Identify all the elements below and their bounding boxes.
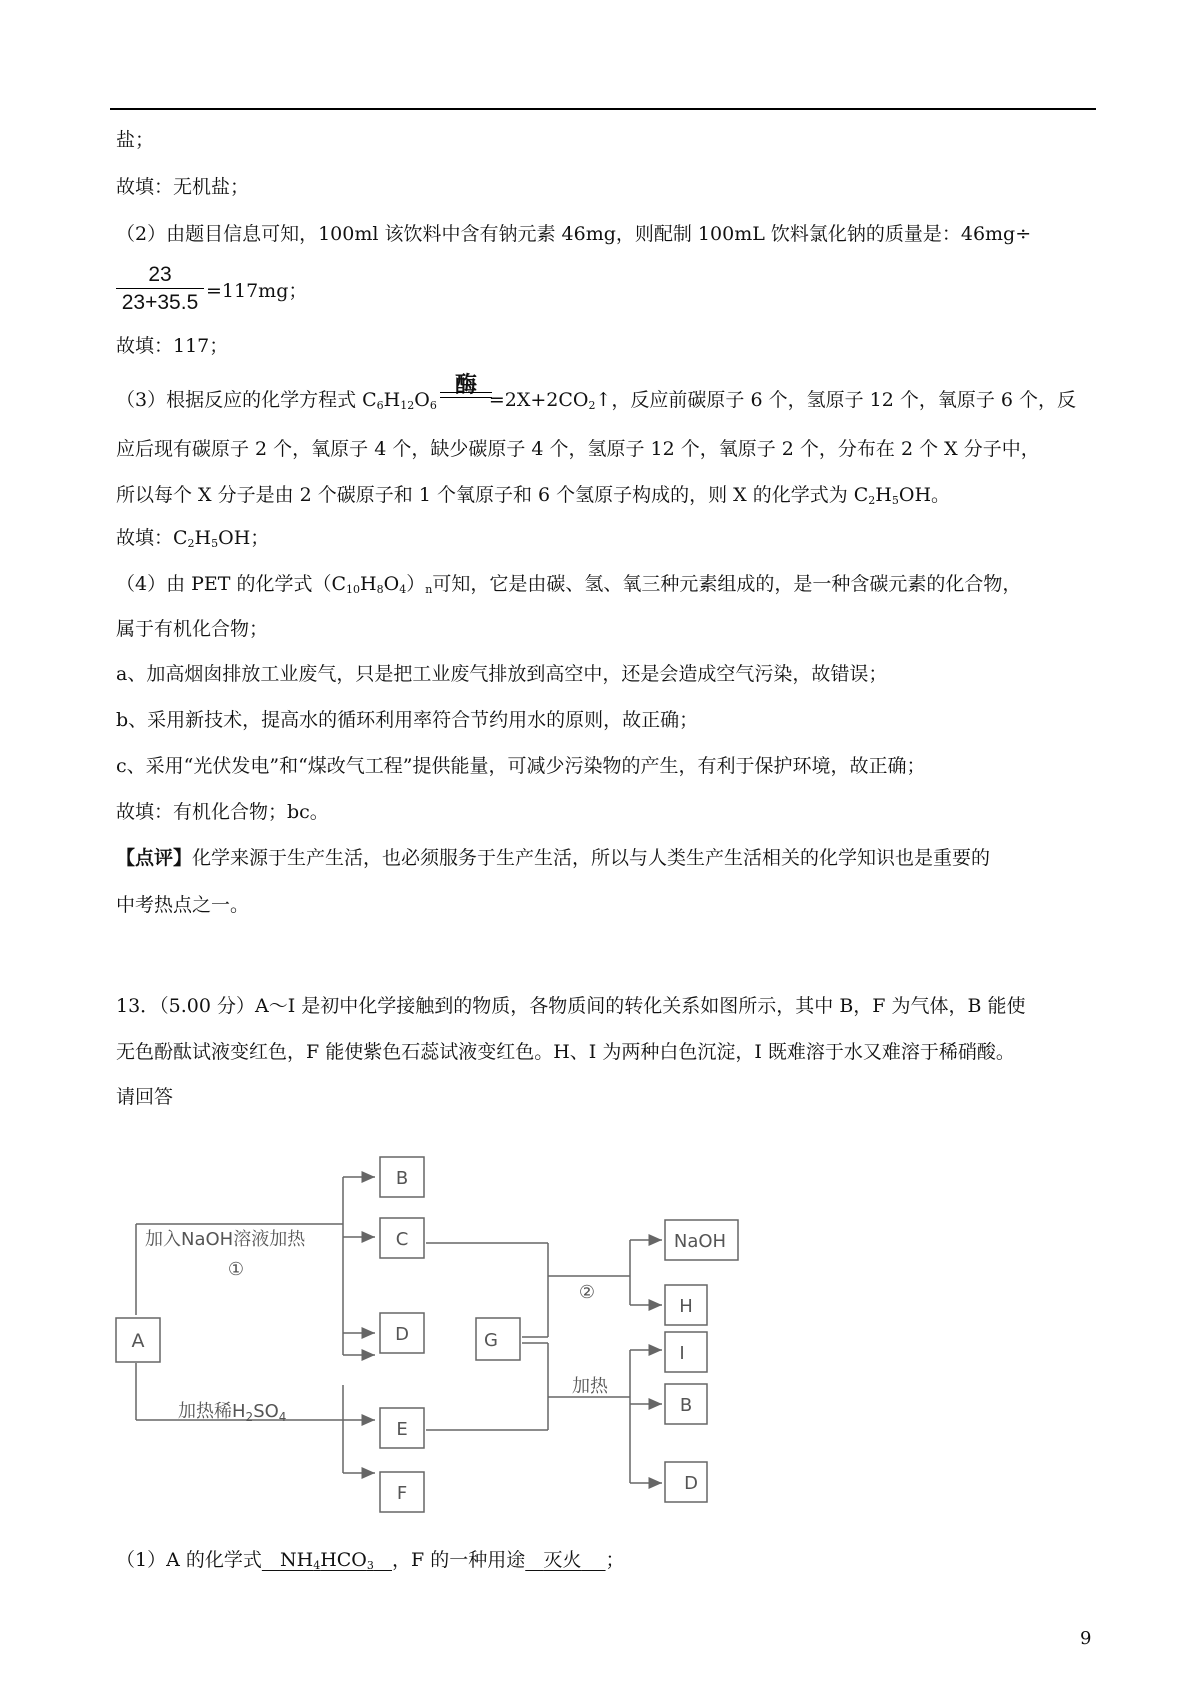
edge-label-2: ② bbox=[578, 1282, 596, 1303]
svg-text:NaOH: NaOH bbox=[673, 1231, 727, 1252]
svg-text:D: D bbox=[684, 1473, 698, 1494]
svg-text:B: B bbox=[679, 1395, 693, 1416]
text-line: 故填：无机盐； bbox=[116, 176, 250, 198]
svg-text:A: A bbox=[131, 1330, 145, 1352]
text-line: 请回答 bbox=[116, 1086, 174, 1108]
text-line: 属于有机化合物； bbox=[116, 618, 269, 640]
answer-line: （1）A 的化学式 $NH_4HCO_3$ ，F 的一种用途 灭火 ； bbox=[116, 1548, 625, 1578]
fraction-denominator: 23+35.5 bbox=[121, 291, 199, 314]
page-number: 9 bbox=[1080, 1628, 1092, 1649]
text-line: 故填：$C_2H_5OH$； bbox=[116, 527, 270, 550]
node-g bbox=[476, 1318, 520, 1360]
node-i bbox=[665, 1332, 707, 1372]
edge-label-heat: 加热 bbox=[572, 1376, 608, 1397]
text-line: a、加高烟囱排放工业废气，只是把工业废气排放到高空中，还是会造成空气污染，故错误； bbox=[116, 663, 888, 685]
svg-text:C: C bbox=[395, 1229, 409, 1250]
text-line: 故填：有机化合物；bc。 bbox=[116, 801, 329, 823]
edge-label-naoh: 加入NaOH溶液加热 bbox=[145, 1229, 306, 1250]
enzyme-condition: 酶 bbox=[455, 372, 478, 398]
text-line: 无色酚酞试液变红色，F 能使紫色石蕊试液变红色。H、I 为两种白色沉淀，I 既难溶于水又难溶于稀硝酸。 bbox=[116, 1041, 1015, 1063]
answer-blank-a: $NH_4HCO_3$ bbox=[279, 1549, 374, 1572]
question-13: 13．（5.00 分）A～I 是初中化学接触到的物质，各物质间的转化关系如图所示，其中 B，F 为气体，B 能使 bbox=[116, 995, 1026, 1017]
text-line: 中考热点之一。 bbox=[116, 894, 250, 916]
edge-label-h2so4: 加热稀$H_2SO_4$ bbox=[178, 1401, 287, 1424]
svg-text:I: I bbox=[679, 1343, 685, 1364]
fraction-numerator: 23 bbox=[116, 262, 204, 289]
svg-text:G: G bbox=[484, 1330, 498, 1351]
text-line: 盐； bbox=[116, 129, 155, 151]
svg-text:D: D bbox=[395, 1324, 409, 1345]
text-line: 应后现有碳原子 2 个，氧原子 4 个，缺少碳原子 4 个，氢原子 12 个，氧原子 2 个，分布在 2 个 X 分子中， bbox=[116, 438, 1040, 460]
text-line: b、采用新技术，提高水的循环利用率符合节约用水的原则，故正确； bbox=[116, 709, 699, 731]
svg-text:H: H bbox=[679, 1296, 693, 1317]
text-line: （4）由 PET 的化学式$(C_{10}H_8O_4)_n$可知，它是由碳、氢、氧三种元素组成的，是一种含碳元素的化合物， bbox=[116, 573, 1022, 596]
text-line: 所以每个 X 分子是由 2 个碳原子和 1 个氧原子和 6 个氢原子构成的，则 X 的化学式为 $C_2H_5OH$。 bbox=[116, 484, 951, 507]
text-line: c、采用“光伏发电”和“煤改气工程”提供能量，可减少污染物的产生，有利于保护环境，故正确； bbox=[116, 755, 926, 777]
svg-text:F: F bbox=[396, 1483, 408, 1504]
text-line: （2）由题目信息可知，100ml 该饮料中含有钠元素 46mg，则配制 100mL 饮料氯化钠的质量是：46mg÷ bbox=[116, 223, 1032, 245]
equation-line: （3）根据反应的化学方程式 $C_6H_{12}O_6$ $=2X+2CO_2↑$，反应前碳原子 6 个，氢原子 12 个，氧原子 6 个，反 bbox=[116, 389, 1077, 412]
svg-text:E: E bbox=[396, 1419, 408, 1440]
svg-text:B: B bbox=[395, 1168, 409, 1189]
text-line: =117mg； bbox=[206, 280, 308, 302]
edge-label-1: ① bbox=[227, 1259, 245, 1280]
text-line: 故填：117； bbox=[116, 335, 229, 357]
comment-line: 【点评】化学来源于生产生活，也必须服务于生产生活，所以与人类生产生活相关的化学知识也是重要的 bbox=[116, 847, 991, 869]
answer-blank-f: 灭火 bbox=[543, 1549, 582, 1571]
